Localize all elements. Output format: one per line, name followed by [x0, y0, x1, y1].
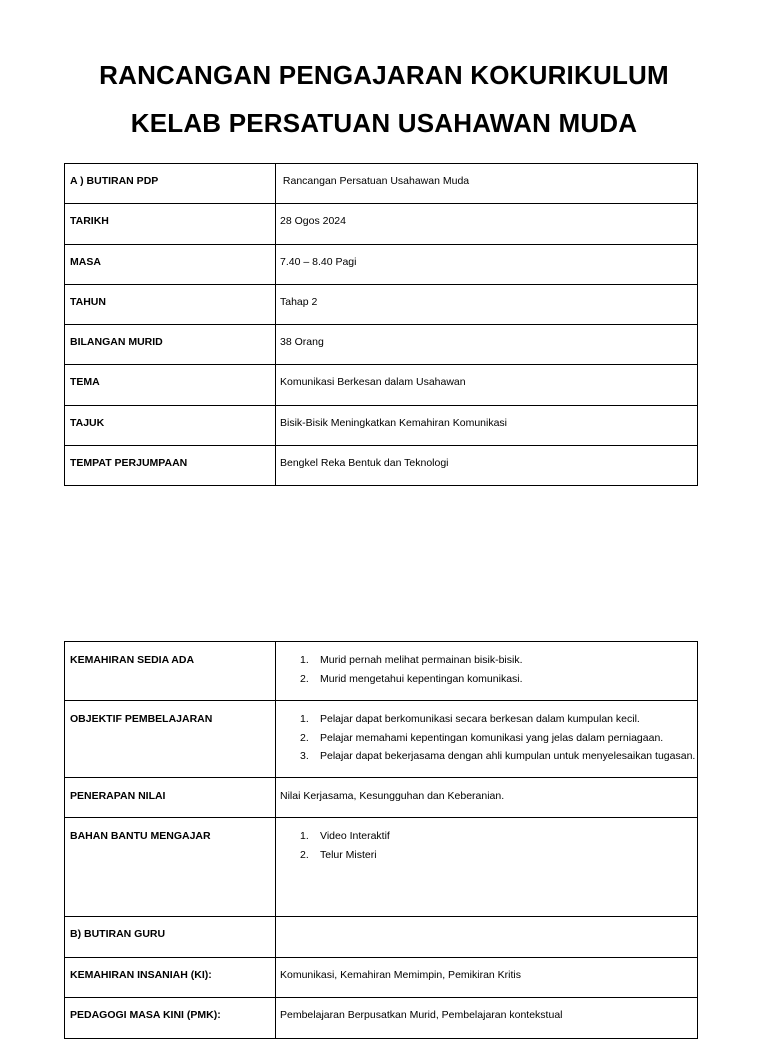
row-value-butiran-guru — [276, 917, 698, 958]
document-title-line-1: RANCANGAN PENGAJARAN KOKURIKULUM — [99, 60, 669, 90]
table-row — [65, 244, 698, 284]
row-label-butiran-guru: B) BUTIRAN GURU — [65, 917, 276, 958]
butiran-pdp-table — [64, 163, 698, 486]
list-item — [300, 846, 697, 865]
row-label-tempat-perjumpaan: TEMPAT PERJUMPAAN — [65, 445, 276, 485]
row-label-butiran-pdp: A ) BUTIRAN PDP — [65, 164, 276, 204]
list-item-number: 2. — [300, 672, 309, 685]
row-label-bilangan-murid: BILANGAN MURID — [65, 325, 276, 365]
kemahiran-list — [280, 651, 697, 688]
table-row — [65, 778, 698, 818]
row-value-penerapan-nilai: Nilai Kerjasama, Kesungguhan dan Keberanian. — [276, 778, 698, 818]
row-value-tahun: Tahap 2 — [276, 284, 698, 324]
table-row — [65, 957, 698, 998]
document-title-line-2: KELAB PERSATUAN USAHAWAN MUDA — [130, 108, 638, 138]
list-item — [300, 651, 697, 670]
list-item-number: 2. — [300, 848, 309, 861]
list-item-number: 2. — [300, 731, 309, 744]
objektif-table — [64, 641, 698, 917]
list-item-number: 1. — [300, 713, 309, 725]
table-row — [65, 325, 698, 365]
list-item-number: 1. — [300, 654, 309, 666]
row-value-tarikh: 28 Ogos 2024 — [276, 204, 698, 244]
table-row — [65, 818, 698, 917]
list-item-text: Murid pernah melihat permainan bisik-bisik. — [320, 654, 523, 666]
list-item-text: Pelajar dapat berkomunikasi secara berkesan dalam kumpulan kecil. — [320, 713, 640, 725]
list-item-text: Video Interaktif — [320, 830, 390, 842]
row-label-pedagogi-masa-kini: PEDAGOGI MASA KINI (PMK): — [65, 998, 276, 1039]
list-item — [300, 670, 697, 689]
objektif-list — [280, 710, 697, 766]
row-label-penerapan-nilai: PENERAPAN NILAI — [65, 778, 276, 818]
row-value-objektif-pembelajaran — [276, 701, 698, 778]
row-value-tempat-perjumpaan: Bengkel Reka Bentuk dan Teknologi — [276, 445, 698, 485]
row-value-kemahiran-sedia-ada — [276, 642, 698, 701]
list-item-text: Pelajar memahami kepentingan komunikasi yang jelas dalam perniagaan. — [320, 731, 664, 744]
table-row — [65, 642, 698, 701]
row-value-pedagogi-masa-kini: Pembelajaran Berpusatkan Murid, Pembelajaran kontekstual — [276, 998, 698, 1039]
list-item — [300, 729, 697, 748]
table-row — [65, 164, 698, 204]
row-label-tajuk: TAJUK — [65, 405, 276, 445]
list-item-number: 3. — [300, 750, 309, 762]
table-row — [65, 998, 698, 1039]
table-row — [65, 701, 698, 778]
bahan-list — [280, 827, 697, 864]
list-item-text: Telur Misteri — [320, 848, 377, 861]
butiran-guru-table — [64, 916, 698, 1039]
table-row — [65, 917, 698, 958]
row-value-tajuk: Bisik-Bisik Meningkatkan Kemahiran Komunikasi — [276, 405, 698, 445]
row-label-objektif-pembelajaran: OBJEKTIF PEMBELAJARAN — [65, 701, 276, 778]
list-item-number: 1. — [300, 830, 309, 842]
list-item-text: Murid mengetahui kepentingan komunikasi. — [320, 672, 523, 685]
row-label-masa: MASA — [65, 244, 276, 284]
row-label-tarikh: TARIKH — [65, 204, 276, 244]
row-value-bilangan-murid: 38 Orang — [276, 325, 698, 365]
row-value-masa: 7.40 – 8.40 Pagi — [276, 244, 698, 284]
row-value-kemahiran-insaniah: Komunikasi, Kemahiran Memimpin, Pemikiran Kritis — [276, 957, 698, 998]
row-value-butiran-pdp: Rancangan Persatuan Usahawan Muda — [276, 164, 698, 204]
table-row — [65, 284, 698, 324]
row-value-bahan-bantu-mengajar — [276, 818, 698, 917]
row-label-tema: TEMA — [65, 365, 276, 405]
list-item — [300, 827, 697, 846]
row-value-tema: Komunikasi Berkesan dalam Usahawan — [276, 365, 698, 405]
table-row — [65, 204, 698, 244]
table-row — [65, 405, 698, 445]
row-label-bahan-bantu-mengajar: BAHAN BANTU MENGAJAR — [65, 818, 276, 917]
row-label-tahun: TAHUN — [65, 284, 276, 324]
list-item-text: Pelajar dapat bekerjasama dengan ahli kumpulan untuk menyelesaikan tugasan. — [320, 750, 696, 762]
list-item — [300, 747, 697, 766]
table-row — [65, 365, 698, 405]
row-label-kemahiran-insaniah: KEMAHIRAN INSANIAH (KI): — [65, 957, 276, 998]
table-row — [65, 445, 698, 485]
row-label-kemahiran-sedia-ada: KEMAHIRAN SEDIA ADA — [65, 642, 276, 701]
list-item — [300, 710, 697, 729]
